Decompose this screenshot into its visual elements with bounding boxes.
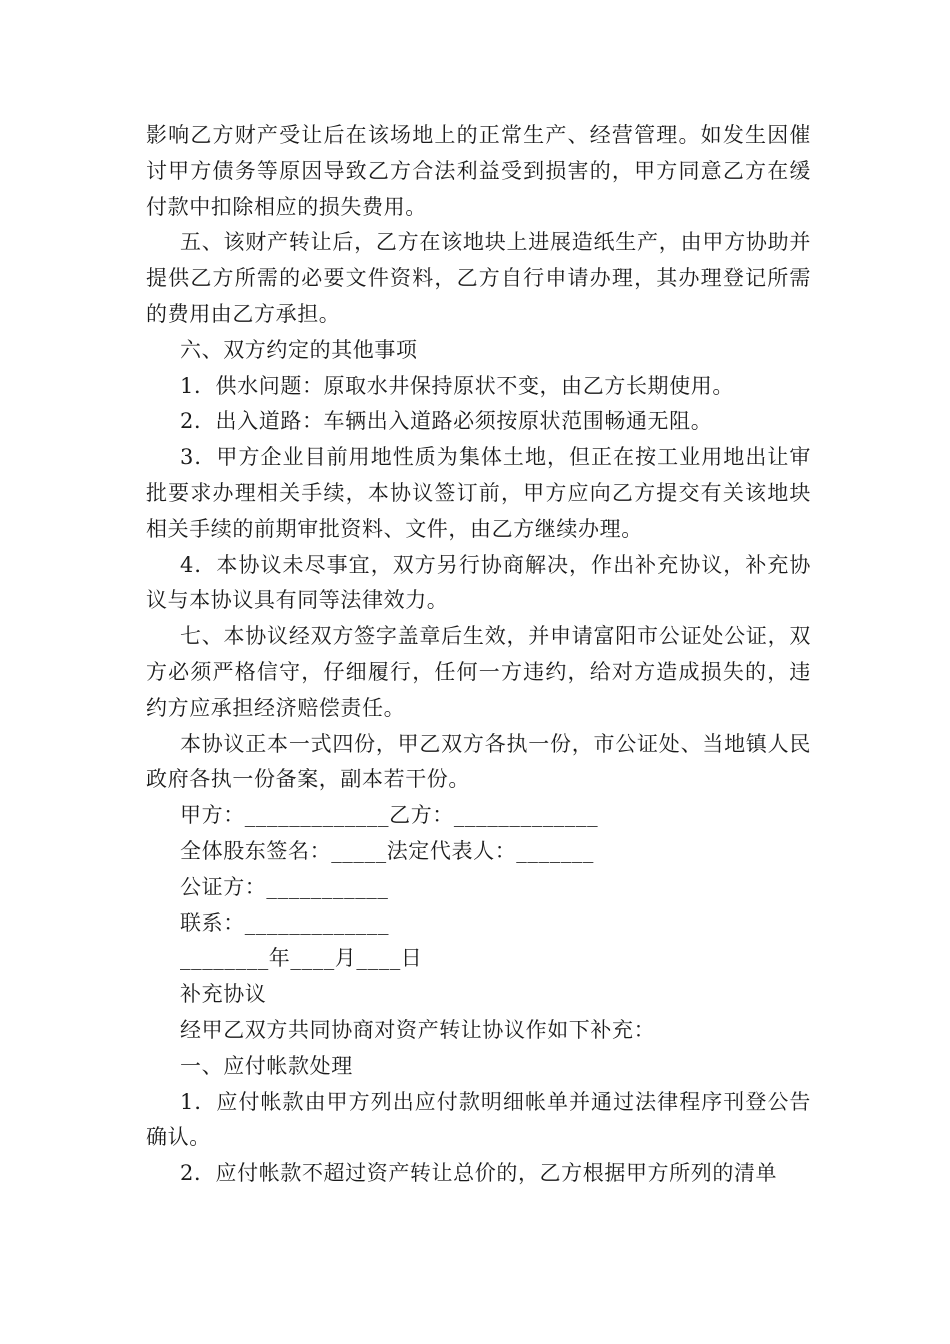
paragraph-copies: 本协议正本一式四份，甲乙双方各执一份，市公证处、当地镇人民政府各执一份备案，副本若干份。 (146, 731, 811, 792)
paragraph-clause-seven: 七、本协议经双方签字盖章后生效，并申请富阳市公证处公证，双方必须严格信守，仔细履行，任何一方违约，给对方造成损失的，违约方应承担经济赔偿责任。 (146, 624, 811, 720)
item-land-use: 3．甲方企业目前用地性质为集体土地，但正在按工业用地出让审批要求办理相关手续，本协议签订前，甲方应向乙方提交有关该地块相关手续的前期审批资料、文件，由乙方继续办理。 (146, 445, 811, 541)
signature-contact-line: 联系：_____________ (180, 910, 390, 935)
signature-parties-line: 甲方：_____________乙方：_____________ (180, 803, 599, 828)
supplement-item-two: 2．应付帐款不超过资产转让总价的，乙方根据甲方所列的清单 (180, 1161, 778, 1186)
item-unresolved-matters: 4．本协议未尽事宜，双方另行协商解决，作出补充协议，补充协议与本协议具有同等法律效力。 (146, 552, 811, 613)
signature-notary-line: 公证方：___________ (180, 874, 389, 899)
heading-clause-six: 六、双方约定的其他事项 (180, 337, 418, 362)
supplement-section-heading: 一、应付帐款处理 (180, 1053, 353, 1078)
document-body (146, 118, 811, 1192)
supplement-intro: 经甲乙双方共同协商对资产转让协议作如下补充： (180, 1017, 656, 1042)
item-access-road: 2．出入道路：车辆出入道路必须按原状范围畅通无阻。 (180, 409, 713, 434)
supplement-title: 补充协议 (180, 982, 267, 1007)
supplement-item-one: 1．应付帐款由甲方列出应付款明细帐单并通过法律程序刊登公告确认。 (146, 1089, 811, 1150)
paragraph-property-impact: 影响乙方财产受让后在该场地上的正常生产、经营管理。如发生因催讨甲方债务等原因导致乙方合法利益受到损害的，甲方同意乙方在缓付款中扣除相应的损失费用。 (146, 123, 811, 219)
signature-date-line: ________年____月____日 (180, 946, 423, 971)
signature-shareholders-line: 全体股东签名：_____法定代表人：_______ (180, 838, 594, 863)
paragraph-clause-five: 五、该财产转让后，乙方在该地块上进展造纸生产，由甲方协助并提供乙方所需的必要文件资料，乙方自行申请办理，其办理登记所需的费用由乙方承担。 (146, 230, 811, 326)
item-water-supply: 1．供水问题：原取水井保持原状不变，由乙方长期使用。 (180, 373, 734, 398)
